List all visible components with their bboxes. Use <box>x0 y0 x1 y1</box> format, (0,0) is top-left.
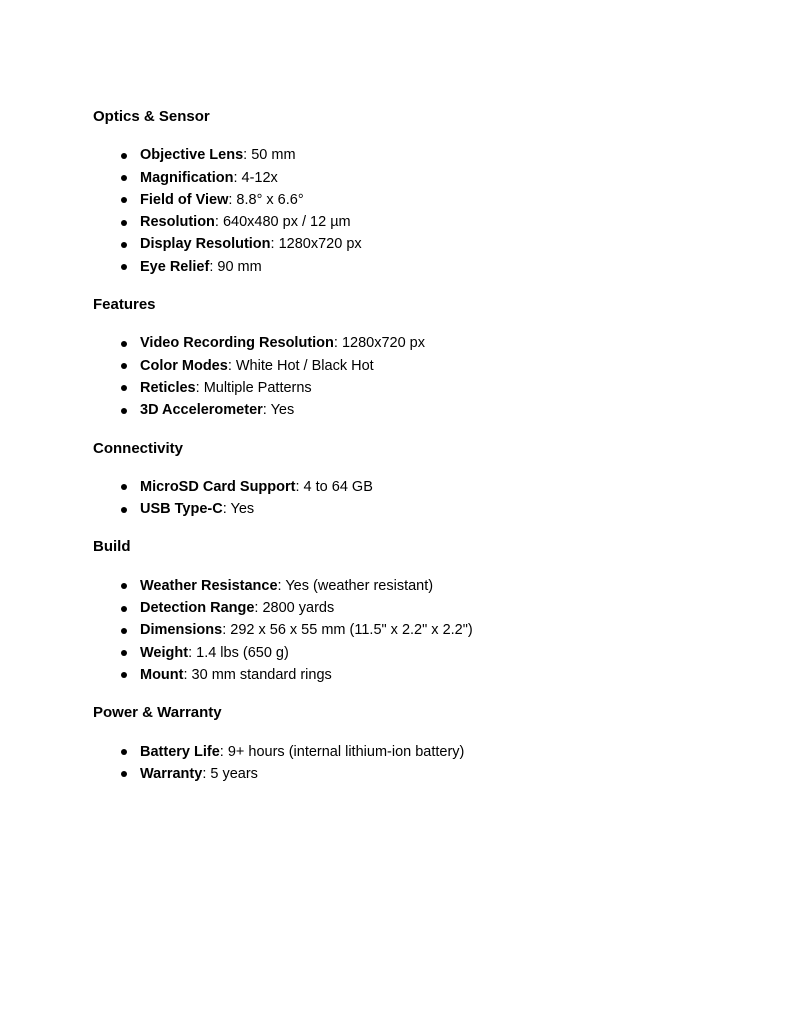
spec-item <box>140 189 698 211</box>
spec-label: Display Resolution <box>140 236 271 253</box>
spec-label: Warranty <box>140 765 203 782</box>
spec-value: White Hot / Black Hot <box>235 357 374 374</box>
spec-item <box>140 498 698 520</box>
spec-separator: : <box>214 214 223 231</box>
spec-label: Dimensions <box>140 622 223 639</box>
spec-label: Weight <box>140 644 189 661</box>
section-title: Features <box>93 296 156 314</box>
spec-value: 5 years <box>210 765 258 782</box>
spec-list <box>93 575 698 686</box>
section-title: Build <box>93 538 131 556</box>
spec-item <box>140 233 698 255</box>
spec-value: 50 mm <box>251 147 296 164</box>
spec-item <box>140 211 698 233</box>
spec-value: 1280x720 px <box>341 335 425 352</box>
spec-separator: : <box>202 765 211 782</box>
spec-value: Multiple Patterns <box>203 379 312 396</box>
spec-separator: : <box>333 335 342 352</box>
spec-value: 90 mm <box>217 258 262 275</box>
spec-separator: : <box>233 169 242 186</box>
section-optics-sensor <box>93 106 698 278</box>
spec-item <box>140 619 698 641</box>
spec-label: Eye Relief <box>140 258 210 275</box>
spec-item <box>140 476 698 498</box>
spec-separator: : <box>222 501 231 518</box>
spec-item <box>140 741 698 763</box>
spec-item <box>140 377 698 399</box>
spec-separator: : <box>277 577 286 594</box>
spec-value: 4-12x <box>241 169 278 186</box>
spec-item <box>140 642 698 664</box>
spec-value: Yes (weather resistant) <box>285 577 434 594</box>
spec-item <box>140 355 698 377</box>
spec-label: Color Modes <box>140 357 228 374</box>
spec-separator: : <box>254 600 263 617</box>
spec-separator: : <box>243 147 252 164</box>
spec-label: Objective Lens <box>140 147 244 164</box>
spec-list <box>93 476 698 521</box>
spec-item <box>140 763 698 785</box>
spec-label: Weather Resistance <box>140 577 278 594</box>
spec-value: 1280x720 px <box>278 236 362 253</box>
spec-label: Resolution <box>140 214 215 231</box>
spec-label: Detection Range <box>140 600 255 617</box>
spec-label: Mount <box>140 666 184 683</box>
spec-item <box>140 399 698 421</box>
spec-value: Yes <box>270 402 295 419</box>
spec-label: Video Recording Resolution <box>140 335 334 352</box>
spec-separator: : <box>219 743 228 760</box>
spec-item <box>140 664 698 686</box>
spec-label: Magnification <box>140 169 234 186</box>
section-title: Connectivity <box>93 439 184 457</box>
spec-separator: : <box>183 666 192 683</box>
spec-separator: : <box>228 191 237 208</box>
section-title: Optics & Sensor <box>93 108 210 125</box>
spec-list <box>93 144 698 278</box>
spec-label: MicroSD Card Support <box>140 478 296 495</box>
spec-separator: : <box>270 236 279 253</box>
spec-item <box>140 597 698 619</box>
spec-label: Field of View <box>140 191 229 208</box>
spec-item <box>140 575 698 597</box>
spec-list <box>93 332 698 421</box>
spec-label: Reticles <box>140 379 196 396</box>
spec-label: 3D Accelerometer <box>140 402 263 419</box>
section-title: Power & Warranty <box>93 704 222 722</box>
section-build <box>93 536 698 686</box>
spec-list <box>93 741 698 786</box>
spec-value: 1.4 lbs (650 g) <box>196 644 289 661</box>
spec-item <box>140 167 698 189</box>
spec-value: 2800 yards <box>262 600 335 617</box>
section-features <box>93 294 698 421</box>
spec-separator: : <box>222 622 231 639</box>
section-power-warranty <box>93 702 698 785</box>
section-connectivity <box>93 438 698 521</box>
spec-label: Battery Life <box>140 743 220 760</box>
spec-value: 292 x 56 x 55 mm (11.5" x 2.2" x 2.2") <box>230 622 473 639</box>
spec-label: USB Type-C <box>140 501 223 518</box>
spec-value: 8.8° x 6.6° <box>236 191 304 208</box>
spec-separator: : <box>227 357 236 374</box>
spec-separator: : <box>209 258 218 275</box>
spec-value: 30 mm standard rings <box>191 666 332 683</box>
spec-item <box>140 256 698 278</box>
spec-separator: : <box>195 379 204 396</box>
spec-value: 640x480 px / 12 µm <box>222 214 351 231</box>
spec-value: 4 to 64 GB <box>303 478 373 495</box>
spec-value: Yes <box>230 501 255 518</box>
spec-item <box>140 144 698 166</box>
spec-separator: : <box>295 478 304 495</box>
spec-item <box>140 332 698 354</box>
spec-separator: : <box>188 644 197 661</box>
spec-separator: : <box>262 402 271 419</box>
spec-value: 9+ hours (internal lithium-ion battery) <box>227 743 465 760</box>
